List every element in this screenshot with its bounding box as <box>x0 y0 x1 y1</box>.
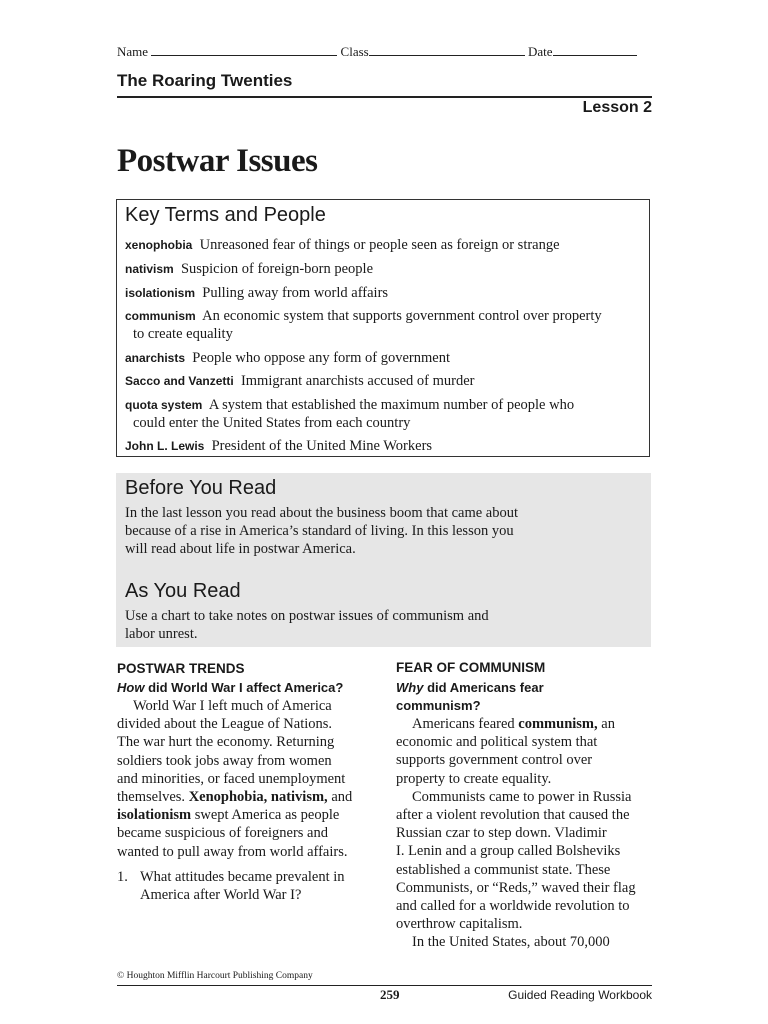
key-term-definition: Immigrant anarchists accused of murder <box>240 373 475 389</box>
footer-rule <box>117 985 652 986</box>
student-info-line <box>117 43 652 60</box>
text-line: Communists came to power in Russia <box>412 788 632 805</box>
key-term: Sacco and Vanzetti <box>125 374 234 388</box>
name-label: Name <box>117 44 149 59</box>
text-span: an <box>597 716 615 732</box>
text-line: Communists, or “Reds,” waved their flag <box>396 879 636 896</box>
question-text: communism? <box>396 698 481 713</box>
fear-of-communism-text <box>396 715 654 952</box>
bold-term: isolationism <box>117 807 192 824</box>
text-line <box>396 679 646 697</box>
key-term-definition: An economic system that supports government control over property <box>202 308 602 324</box>
text-line <box>117 788 382 806</box>
text-line: Russian czar to step down. Vladimir <box>396 825 607 842</box>
text-line: In the last lesson you read about the business boom that came about <box>125 505 519 521</box>
as-you-read-text <box>125 607 565 643</box>
text-line: I. Lenin and a group called Bolsheviks <box>396 843 621 860</box>
copyright-notice: © Houghton Mifflin Harcourt Publishing Company <box>117 971 313 981</box>
page-number: 259 <box>380 987 400 1002</box>
text-line: and called for a worldwide revolution to <box>396 898 630 915</box>
name-blank[interactable] <box>151 43 337 56</box>
question-text: did World War I affect America? <box>144 680 344 695</box>
key-term: communism <box>125 309 196 323</box>
question-text: did Americans fear <box>423 680 544 695</box>
key-term-item <box>125 284 645 302</box>
key-term-definition: Unreasoned fear of things or people seen as foreign or strange <box>199 237 560 253</box>
text-line: In the United States, about 70,000 <box>412 934 610 951</box>
key-term: nativism <box>125 262 174 276</box>
text-line: and minorities, or faced unemployment <box>117 770 346 787</box>
text-span: themselves. <box>117 789 189 806</box>
text-line: Use a chart to take notes on postwar issues of communism and <box>125 608 489 624</box>
text-line <box>117 806 382 824</box>
lesson-label: Lesson 2 <box>582 99 652 116</box>
text-line: What attitudes became prevalent in <box>140 869 345 885</box>
question-emphasis: Why <box>396 680 424 695</box>
bold-term: communism, <box>518 716 598 732</box>
date-label: Date <box>527 44 553 59</box>
before-you-read-heading: Before You Read <box>125 477 277 499</box>
key-term-definition-continued: to create equality <box>133 326 233 342</box>
text-line: World War I left much of America <box>133 698 332 714</box>
text-span: swept America as people <box>191 807 340 824</box>
key-term-item <box>125 260 645 278</box>
guiding-question <box>396 679 646 715</box>
section-heading-postwar-trends: POSTWAR TRENDS <box>117 661 245 676</box>
key-term-item <box>125 349 645 367</box>
key-terms-heading: Key Terms and People <box>125 204 326 226</box>
key-term-definition: President of the United Mine Workers <box>211 438 433 454</box>
class-blank[interactable] <box>369 43 525 56</box>
key-term: John L. Lewis <box>125 439 205 453</box>
text-line: wanted to pull away from world affairs. <box>117 843 348 860</box>
key-term-item <box>125 437 645 455</box>
text-span: Americans feared <box>412 716 519 732</box>
text-span: and <box>327 789 353 806</box>
key-term-item <box>125 307 645 343</box>
class-label: Class <box>340 44 369 59</box>
key-term-definition: Pulling away from world affairs <box>202 285 389 301</box>
text-line: soldiers took jobs away from women <box>117 752 332 769</box>
text-line: established a communist state. These <box>396 861 611 878</box>
bold-term: Xenophobia, nativism, <box>188 789 328 806</box>
text-line: labor unrest. <box>125 626 198 642</box>
key-term-definition-continued: could enter the United States from each country <box>133 415 411 431</box>
date-blank[interactable] <box>553 43 637 56</box>
key-term-item <box>125 372 645 390</box>
key-term-definition: Suspicion of foreign-born people <box>180 261 374 277</box>
guiding-question <box>117 679 343 697</box>
key-term-definition: People who oppose any form of government <box>192 350 451 366</box>
key-term: anarchists <box>125 351 186 365</box>
text-line: divided about the League of Nations. <box>117 716 333 733</box>
text-line: because of a rise in America’s standard of living. In this lesson you <box>125 523 514 539</box>
text-line: became suspicious of foreigners and <box>117 825 328 842</box>
key-term: isolationism <box>125 286 196 300</box>
text-line: America after World War I? <box>140 887 302 904</box>
question-number: 1. <box>117 869 128 885</box>
key-term: xenophobia <box>125 238 193 252</box>
text-line: supports government control over <box>396 752 593 769</box>
review-question-1 <box>140 868 380 904</box>
before-you-read-text <box>125 504 565 558</box>
text-line: after a violent revolution that caused the <box>396 807 630 824</box>
text-line: The war hurt the economy. Returning <box>117 734 335 751</box>
question-emphasis: How <box>117 680 145 695</box>
key-term-item <box>125 396 645 432</box>
unit-title: The Roaring Twenties <box>117 71 293 90</box>
text-line: property to create equality. <box>396 770 552 787</box>
header-rule <box>117 96 652 98</box>
workbook-title: Guided Reading Workbook <box>508 988 652 1002</box>
postwar-trends-text <box>117 697 382 861</box>
as-you-read-heading: As You Read <box>125 580 241 602</box>
page-title: Postwar Issues <box>117 143 318 179</box>
key-term: quota system <box>125 398 203 412</box>
text-line: will read about life in postwar America. <box>125 541 356 557</box>
text-line: overthrow capitalism. <box>396 916 523 933</box>
key-term-item <box>125 236 645 254</box>
key-term-definition: A system that established the maximum number of people who <box>208 397 575 413</box>
section-heading-fear-of-communism: FEAR OF COMMUNISM <box>396 660 546 675</box>
text-line <box>396 715 654 733</box>
text-line: economic and political system that <box>396 734 598 751</box>
